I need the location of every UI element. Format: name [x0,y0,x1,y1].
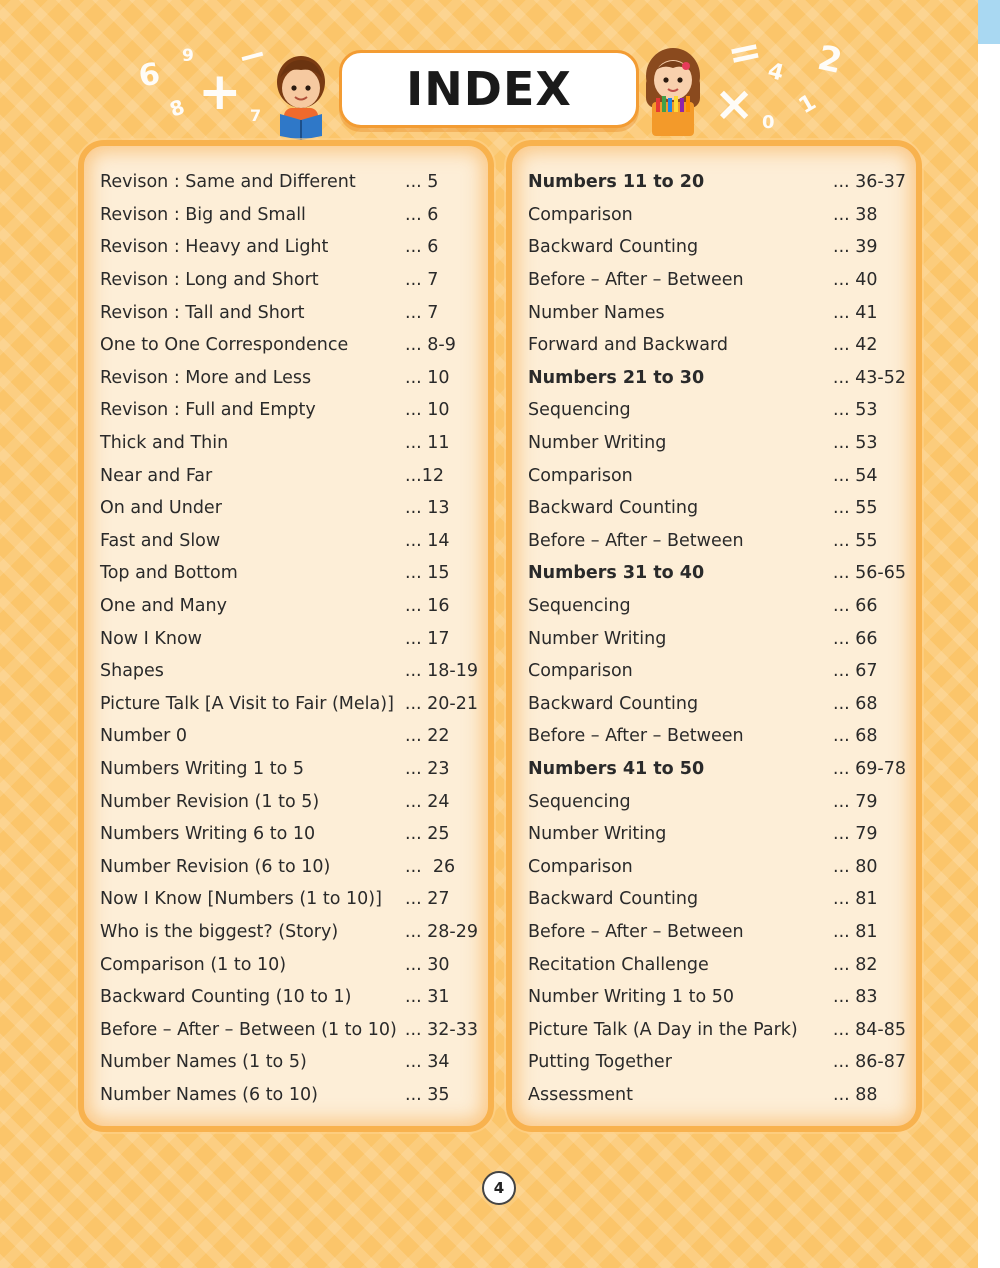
index-entry-topic: Picture Talk (A Day in the Park) [528,1019,798,1040]
index-entry [100,199,478,232]
index-entry [528,948,906,981]
index-entry-page: ... 39 [833,237,878,258]
index-entry [528,1079,906,1112]
index-entry-page: ... 67 [833,661,878,682]
index-entry-page: ... 68 [833,726,878,747]
index-entry [100,916,478,949]
index-entry-topic: Recitation Challenge [528,954,709,975]
deco-digit: 6 [136,56,163,95]
index-entry-page: ... 83 [833,987,878,1008]
index-entry-topic: Number Revision (1 to 5) [100,791,320,812]
index-entry-topic: Number Names (6 to 10) [100,1084,318,1105]
index-entry-page: ... 26 [405,856,456,877]
index-entry-page: ... 24 [405,791,450,812]
index-entry-topic: Before – After – Between (1 to 10) [100,1019,397,1040]
index-entry-page: ... 79 [833,824,878,845]
index-entry [100,883,478,916]
index-entry-page: ... 53 [833,433,878,454]
index-entry-topic: Comparison (1 to 10) [100,954,287,975]
index-entry [100,753,478,786]
index-entry-page: ... 82 [833,954,878,975]
index-entry-topic: Numbers Writing 6 to 10 [100,824,316,845]
index-entry-topic: Top and Bottom [100,563,238,584]
index-entry [100,655,478,688]
index-entry [528,981,906,1014]
index-entry [528,850,906,883]
index-entry [100,525,478,558]
index-entry [100,720,478,753]
index-entry-topic: Backward Counting [528,498,699,519]
index-entry-page: ... 42 [833,335,878,356]
index-entry [528,329,906,362]
index-entry [528,622,906,655]
index-entry [528,1013,906,1046]
index-entry [528,883,906,916]
index-entry [100,1046,478,1079]
index-entry [528,427,906,460]
index-entry-topic: Who is the biggest? (Story) [100,921,339,942]
index-entry-topic: Numbers 31 to 40 [528,563,705,584]
index-entry-topic: Near and Far [100,465,213,486]
index-entry-page: ... 6 [405,237,439,258]
index-entry-page: ... 55 [833,498,878,519]
plus-sign-icon: + [198,62,242,122]
index-entry [528,916,906,949]
index-list-left [100,166,478,1111]
index-entry [100,166,478,199]
index-entry-topic: Before – After – Between [528,270,744,291]
index-entry-page: ... 84-85 [832,1019,906,1040]
index-entry-page: ... 69-78 [832,758,906,779]
index-entry [100,622,478,655]
index-entry [528,1046,906,1079]
index-entry-page: ... 66 [833,628,878,649]
index-entry-topic: Before – After – Between [528,921,744,942]
deco-digit: 9 [182,46,194,66]
index-entry-page: ... 80 [833,856,878,877]
deco-digit: 1 [794,89,821,120]
index-entry [528,720,906,753]
index-entry-page: ... 20-21 [404,693,478,714]
index-entry-page: ... 34 [405,1052,450,1073]
index-entry [528,557,906,590]
girl-crayons-icon [640,46,706,140]
index-entry-topic: Revison : Heavy and Light [100,237,329,258]
index-entry-topic: Comparison [528,856,633,877]
index-entry-topic: Revison : Same and Different [100,172,356,193]
index-entry-page: ... 38 [833,204,878,225]
index-entry-page: ... 14 [405,530,450,551]
index-entry [100,329,478,362]
index-entry [100,231,478,264]
index-entry [100,427,478,460]
index-entry [528,394,906,427]
index-entry-topic: Now I Know [Numbers (1 to 10)] [100,889,382,910]
index-entry [528,655,906,688]
index-entry-page: ... 88 [833,1084,878,1105]
index-entry-page: ... 5 [405,172,439,193]
index-entry [100,264,478,297]
index-entry [528,492,906,525]
index-entry-topic: Assessment [528,1084,633,1105]
index-entry-page: ... 23 [405,758,450,779]
deco-digit: 0 [762,112,775,133]
index-entry-topic: Number Writing [528,433,667,454]
index-entry [528,785,906,818]
index-entry-topic: Thick and Thin [100,433,229,454]
index-entry-page: ... 10 [405,400,450,421]
index-entry-topic: Backward Counting [528,693,699,714]
index-entry-page: ... 13 [405,498,450,519]
index-entry-topic: Numbers 21 to 30 [528,367,705,388]
page-edge-strip [978,0,1000,1268]
index-entry-page: ... 36-37 [832,172,906,193]
index-entry [528,525,906,558]
index-entry [528,199,906,232]
index-entry-topic: Revison : More and Less [100,367,312,388]
index-entry-topic: Number 0 [100,726,187,747]
index-entry [528,264,906,297]
minus-sign-icon: − [233,32,272,80]
index-entry-topic: Backward Counting [528,237,699,258]
index-entry-page: ... 68 [833,693,878,714]
index-entry-page: ... 32-33 [404,1019,478,1040]
index-entry-topic: Revison : Full and Empty [100,400,316,421]
page-title: INDEX [406,62,572,116]
index-entry [100,1079,478,1112]
index-entry [100,688,478,721]
index-entry-topic: Revison : Tall and Short [100,302,305,323]
index-entry [100,818,478,851]
index-entry-topic: Numbers 11 to 20 [528,172,705,193]
index-entry [100,785,478,818]
index-entry-page: ... 86-87 [832,1052,906,1073]
index-entry-page: ... 25 [405,824,450,845]
index-entry-page: ... 16 [405,596,450,617]
index-entry-page: ... 6 [405,204,439,225]
index-entry [528,296,906,329]
index-entry [100,459,478,492]
index-entry-topic: Numbers 41 to 50 [528,758,705,779]
index-entry-page: ... 41 [833,302,878,323]
index-entry-topic: Comparison [528,204,633,225]
index-entry-topic: Now I Know [100,628,202,649]
index-entry-topic: Before – After – Between [528,726,744,747]
index-entry [100,948,478,981]
index-entry-topic: Backward Counting [528,889,699,910]
index-entry-page: ... 35 [405,1084,450,1105]
index-entry-page: ... 54 [833,465,878,486]
index-entry-page: ... 66 [833,596,878,617]
index-title-banner [339,50,639,128]
index-entry-page: ... 30 [405,954,450,975]
index-entry-topic: Putting Together [528,1052,672,1073]
index-entry-page: ... 7 [405,302,439,323]
index-entry [528,688,906,721]
index-entry-topic: Number Writing [528,824,667,845]
index-entry-topic: Before – After – Between [528,530,744,551]
index-entry-page: ... 11 [405,433,450,454]
index-entry [100,492,478,525]
index-entry [100,1013,478,1046]
index-entry [528,166,906,199]
index-entry [100,590,478,623]
index-list-right [528,166,906,1111]
index-entry-topic: One and Many [100,596,227,617]
index-entry-topic: One to One Correspondence [100,335,349,356]
index-entry-topic: Number Names [528,302,665,323]
index-entry-page: ... 43-52 [832,367,906,388]
index-entry-page: ... 79 [833,791,878,812]
index-entry [528,459,906,492]
index-entry [100,850,478,883]
index-entry-topic: Shapes [100,661,164,682]
index-entry [100,981,478,1014]
index-entry-page: ... 8-9 [405,335,456,356]
index-entry-page: ... 27 [405,889,450,910]
index-entry-topic: Comparison [528,661,633,682]
index-entry-page: ... 18-19 [404,661,478,682]
index-entry-page: ... 17 [405,628,450,649]
index-entry [100,394,478,427]
index-entry-topic: Fast and Slow [100,530,221,551]
index-entry-topic: On and Under [100,498,222,519]
index-entry-topic: Number Revision (6 to 10) [100,856,331,877]
index-entry-topic: Number Names (1 to 5) [100,1052,307,1073]
index-entry-page: ... 40 [833,270,878,291]
index-entry-topic: Backward Counting (10 to 1) [100,987,352,1008]
index-entry-topic: Forward and Backward [528,335,728,356]
index-entry-topic: Numbers Writing 1 to 5 [100,758,305,779]
index-panel-right [506,140,922,1132]
deco-digit: 4 [765,58,787,87]
equals-sign-icon: = [723,27,766,79]
index-entry [528,818,906,851]
index-entry-topic: Comparison [528,465,633,486]
page-number-badge: 4 [482,1171,516,1205]
index-entry-page: ... 55 [833,530,878,551]
index-entry-topic: Number Writing 1 to 50 [528,987,735,1008]
index-entry-topic: Sequencing [528,596,631,617]
deco-digit: 7 [250,106,262,125]
page-edge-tab [978,0,1000,44]
index-entry-topic: Number Writing [528,628,667,649]
deco-digit: 2 [814,37,846,83]
index-entry-page: ... 31 [405,987,450,1008]
index-entry-topic: Revison : Big and Small [100,204,306,225]
index-entry [528,753,906,786]
index-entry-page: ... 81 [833,921,878,942]
index-entry-page: ... 56-65 [832,563,906,584]
index-entry-page: ... 15 [405,563,450,584]
index-entry-topic: Sequencing [528,791,631,812]
index-entry [100,557,478,590]
index-entry-page: ... 7 [405,270,439,291]
index-entry-page: ... 10 [405,367,450,388]
index-entry-page: ... 81 [833,889,878,910]
index-entry [100,296,478,329]
boy-reading-icon [266,52,336,140]
index-entry [528,362,906,395]
index-entry [100,362,478,395]
index-entry-topic: Revison : Long and Short [100,270,319,291]
deco-digit: 8 [166,94,188,122]
index-panel-left [78,140,494,1132]
index-entry-page: ... 28-29 [404,921,478,942]
index-entry-topic: Picture Talk [A Visit to Fair (Mela)] [100,693,394,714]
index-entry [528,590,906,623]
index-entry [528,231,906,264]
index-entry-page: ...12 [405,465,444,486]
index-entry-page: ... 53 [833,400,878,421]
index-entry-page: ... 22 [405,726,450,747]
index-entry-topic: Sequencing [528,400,631,421]
times-sign-icon: × [714,76,755,132]
